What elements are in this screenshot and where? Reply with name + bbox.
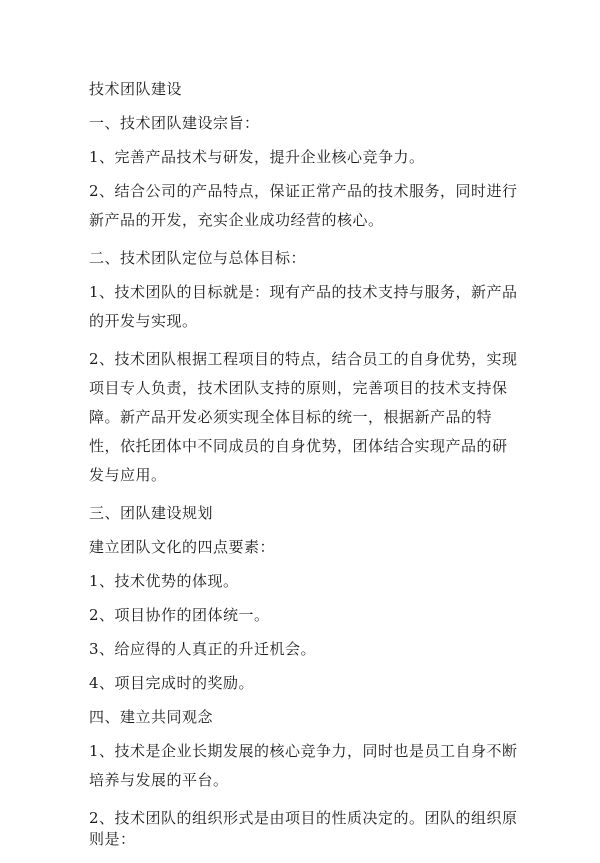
list-item: 3、给应得的人真正的升迁机会。 (89, 640, 317, 658)
section-heading-4: 四、建立共同观念 (89, 708, 214, 726)
paragraph: 1、完善产品技术与研发，提升企业核心竞争力。 (89, 148, 425, 166)
document-page (89, 79, 519, 863)
list-item: 4、项目完成时的奖励。 (89, 674, 255, 692)
paragraph: 1、技术团队的目标就是：现有产品的技术支持与服务，新产品的开发与实现。 (89, 283, 518, 330)
section-heading-2: 二、技术团队定位与总体目标： (89, 249, 307, 267)
paragraph: 1、技术是企业长期发展的核心竞争力，同时也是员工自身不断培养与发展的平台。 (89, 742, 518, 789)
paragraph: 建立团队文化的四点要素： (89, 538, 276, 556)
paragraph: 2、结合公司的产品特点，保证正常产品的技术服务，同时进行新产品的开发，充实企业成功经营的核心。 (89, 182, 518, 229)
paragraph: 2、技术团队的组织形式是由项目的性质决定的。团队的组织原则是： (89, 809, 518, 848)
section-heading-1: 一、技术团队建设宗旨： (89, 114, 260, 132)
paragraph: 2、技术团队根据工程项目的特点，结合员工的自身优势，实现项目专人负责，技术团队支持的原则，完善项目的技术支持保障。新产品开发必须实现全体目标的统一，根据新产品的特性，依托团体中不同成员的自身优势，团体结合实现产品的研发与应用。 (89, 350, 518, 484)
list-item: 1、技术优势的体现。 (89, 572, 239, 590)
document-title: 技术团队建设 (89, 80, 183, 98)
list-item: 2、项目协作的团体统一。 (89, 606, 270, 624)
section-heading-3: 三、团队建设规划 (89, 504, 214, 522)
